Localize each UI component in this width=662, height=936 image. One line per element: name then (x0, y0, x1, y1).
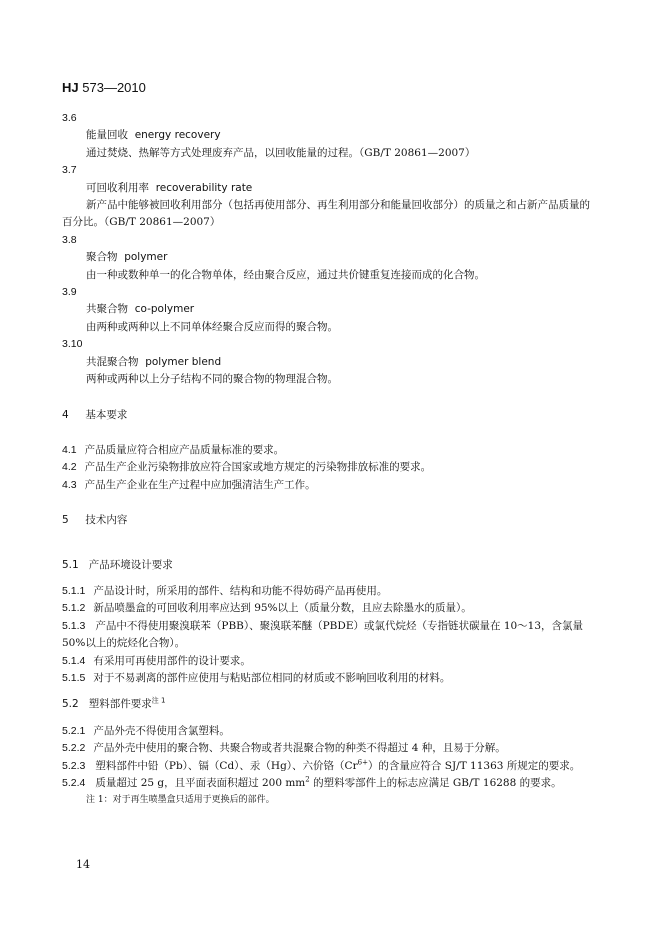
clause-text: 产品外壳不得使用含氯塑料。 (93, 724, 230, 737)
term-heading (62, 301, 590, 318)
clause-text: 有采用可再使用部件的设计要求。 (93, 654, 251, 667)
section-title: 基本要求 (85, 408, 128, 421)
clause-number: 5.1.1 (62, 584, 86, 597)
subsection-number: 5.2 (62, 698, 79, 711)
clause (62, 459, 590, 476)
term-number: 3.10 (62, 338, 83, 351)
term-definition: 两种或两种以上分子结构不同的聚合物的物理混合物。 (86, 373, 338, 386)
superscript: 2 (305, 775, 310, 784)
standard-code: HJ (62, 80, 79, 95)
clause (62, 740, 590, 757)
clause-number: 4.2 (62, 461, 77, 474)
term-entry (62, 232, 590, 284)
section-heading (62, 512, 590, 529)
clause (62, 670, 590, 687)
clause (62, 618, 590, 653)
clause-text: 塑料部件中铅（Pb）、镉（Cd）、汞（Hg）、六价铬$(Cr^{6+})$的含量应符合 SJ/T 11363 所规定的要求。 (95, 758, 581, 772)
clause-text: 质量超过 25 g，且平面表面积超过 200 $mm^2$ 的塑料零部件上的标志应满足 GB/T 16288 的要求。 (95, 775, 562, 789)
clause-number: 5.2.3 (62, 759, 86, 772)
term-definition: 新产品中能够被回收利用部分（包括再使用部分、再生利用部分和能量回收部分）的质量之和占新产品质量的百分比。（GB/T 20861—2007） (62, 199, 590, 229)
clause-number: 4.3 (62, 478, 77, 491)
section-number: 5 (62, 514, 69, 527)
term-zh: 共混聚合物 (86, 355, 139, 368)
clause-text: 对于不易剥离的部件应使用与粘贴部位相同的材质或不影响回收利用的材料。 (93, 671, 451, 684)
clause-text: 产品生产企业在生产过程中应加强清洁生产工作。 (84, 478, 316, 491)
superscript: 6+ (357, 758, 368, 767)
term-zh: 能量回收 (86, 129, 128, 142)
section-number: 4 (62, 408, 69, 421)
clause-number: 5.1.3 (62, 619, 86, 632)
clause-number: 4.1 (62, 443, 77, 456)
section-title: 技术内容 (85, 514, 128, 527)
clause-number: 5.2.1 (62, 724, 86, 737)
clause-text: 新品喷墨盒的可回收利用率应达到 95%以上（质量分数，且应去除墨水的质量）。 (93, 602, 472, 615)
term-entry (62, 110, 590, 162)
term-heading (62, 127, 590, 144)
clause-text: 产品中不得使用聚溴联苯（PBB）、聚溴联苯醚（PBDE）或氯代烷烃（专指链状碳量在 10～13，含氯量 50%以上的烷烃化合物）。 (62, 619, 584, 650)
term-zh: 共聚合物 (86, 303, 128, 316)
subsection-title: 塑料部件要求 (88, 698, 152, 711)
term-entry (62, 336, 590, 388)
document-body (62, 110, 590, 810)
clause-text: 产品外壳中使用的聚合物、共聚合物或者共混聚合物的种类不得超过 4 种，且易于分解。 (93, 742, 506, 755)
term-heading (62, 249, 590, 266)
term-number: 3.9 (62, 286, 77, 299)
term-number: 3.6 (62, 112, 77, 124)
term-en: polymer (124, 251, 168, 264)
standard-number: 573—2010 (82, 80, 146, 95)
term-en: co-polymer (134, 303, 195, 316)
clause-number: 5.1.4 (62, 654, 86, 667)
term-entry (62, 162, 590, 232)
term-number: 3.8 (62, 233, 77, 246)
clause (62, 583, 590, 600)
clause-number: 5.1.2 (62, 602, 86, 615)
footnote: 注 1：对于再生喷墨盒只适用于更换后的部件。 (86, 795, 275, 806)
term-definition: 由两种或两种以上不同单体经聚合反应而得的聚合物。 (86, 320, 338, 333)
term-zh: 聚合物 (86, 251, 118, 264)
clause (62, 758, 590, 775)
term-definition: 由一种或数种单一的化合物单体，经由聚合反应，通过共价键重复连接而成的化合物。 (86, 268, 485, 281)
term-heading (62, 354, 590, 371)
page-number: 14 (76, 858, 90, 871)
subsection-heading (62, 557, 590, 574)
clause-text: 产品质量应符合相应产品质量标准的要求。 (84, 443, 285, 456)
subsection-title: 产品环境设计要求 (88, 558, 173, 571)
clause-number: 5.1.5 (62, 671, 86, 684)
clause (62, 477, 590, 494)
section-heading (62, 407, 590, 424)
standard-header (62, 80, 146, 95)
term-en: polymer blend (145, 355, 222, 368)
clause-text: 产品生产企业污染物排放应符合国家或地方规定的污染物排放标准的要求。 (84, 461, 432, 474)
clause (62, 653, 590, 670)
clause-text: 产品设计时，所采用的部件、结构和功能不得妨碍产品再使用。 (93, 584, 388, 597)
clause (62, 723, 590, 740)
clause-number: 5.2.4 (62, 777, 86, 789)
term-heading (62, 180, 590, 197)
note-reference: 注 1 (151, 696, 166, 705)
clause-number: 5.2.2 (62, 742, 86, 755)
term-zh: 可回收利用率 (86, 181, 149, 194)
clause (62, 775, 590, 792)
clause (62, 600, 590, 617)
term-en: energy recovery (134, 129, 221, 142)
term-entry (62, 284, 590, 336)
term-definition: 通过焚烧、热解等方式处理废弃产品，以回收能量的过程。（GB/T 20861—2007） (86, 146, 476, 159)
subsection-number: 5.1 (62, 558, 79, 571)
subsection-heading (62, 696, 590, 713)
clause (62, 442, 590, 459)
term-en: recoverability rate (155, 181, 253, 194)
term-number: 3.7 (62, 164, 77, 177)
